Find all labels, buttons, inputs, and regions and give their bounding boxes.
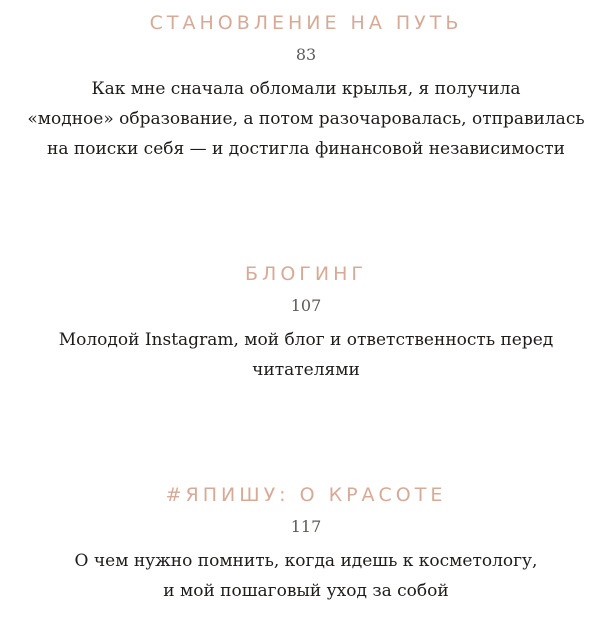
description-line: и мой пошаговый уход за собой — [163, 581, 449, 601]
toc-entry — [0, 483, 612, 606]
chapter-description — [26, 546, 586, 606]
description-line: читателями — [252, 360, 360, 380]
description-line: «модное» образование, а потом разочаровалась, отправилась — [27, 109, 585, 129]
toc-entry — [0, 11, 612, 164]
chapter-title: #ЯПИШУ: О КРАСОТЕ — [165, 484, 447, 506]
page-number: 117 — [290, 517, 322, 536]
chapter-description — [26, 325, 586, 385]
chapter-description — [26, 74, 586, 164]
description-line: Молодой Instagram, мой блог и ответственность перед — [58, 330, 554, 350]
description-line: Как мне сначала обломали крылья, я получила — [91, 79, 521, 99]
toc-entry — [0, 262, 612, 385]
chapter-title: БЛОГИНГ — [245, 263, 367, 285]
description-line: О чем нужно помнить, когда идешь к косметологу, — [74, 551, 538, 571]
chapter-title: СТАНОВЛЕНИЕ НА ПУТЬ — [149, 12, 463, 34]
description-line: на поиски себя — и достигла финансовой независимости — [47, 139, 565, 159]
page-number: 107 — [290, 296, 322, 315]
page-number: 83 — [295, 45, 317, 64]
